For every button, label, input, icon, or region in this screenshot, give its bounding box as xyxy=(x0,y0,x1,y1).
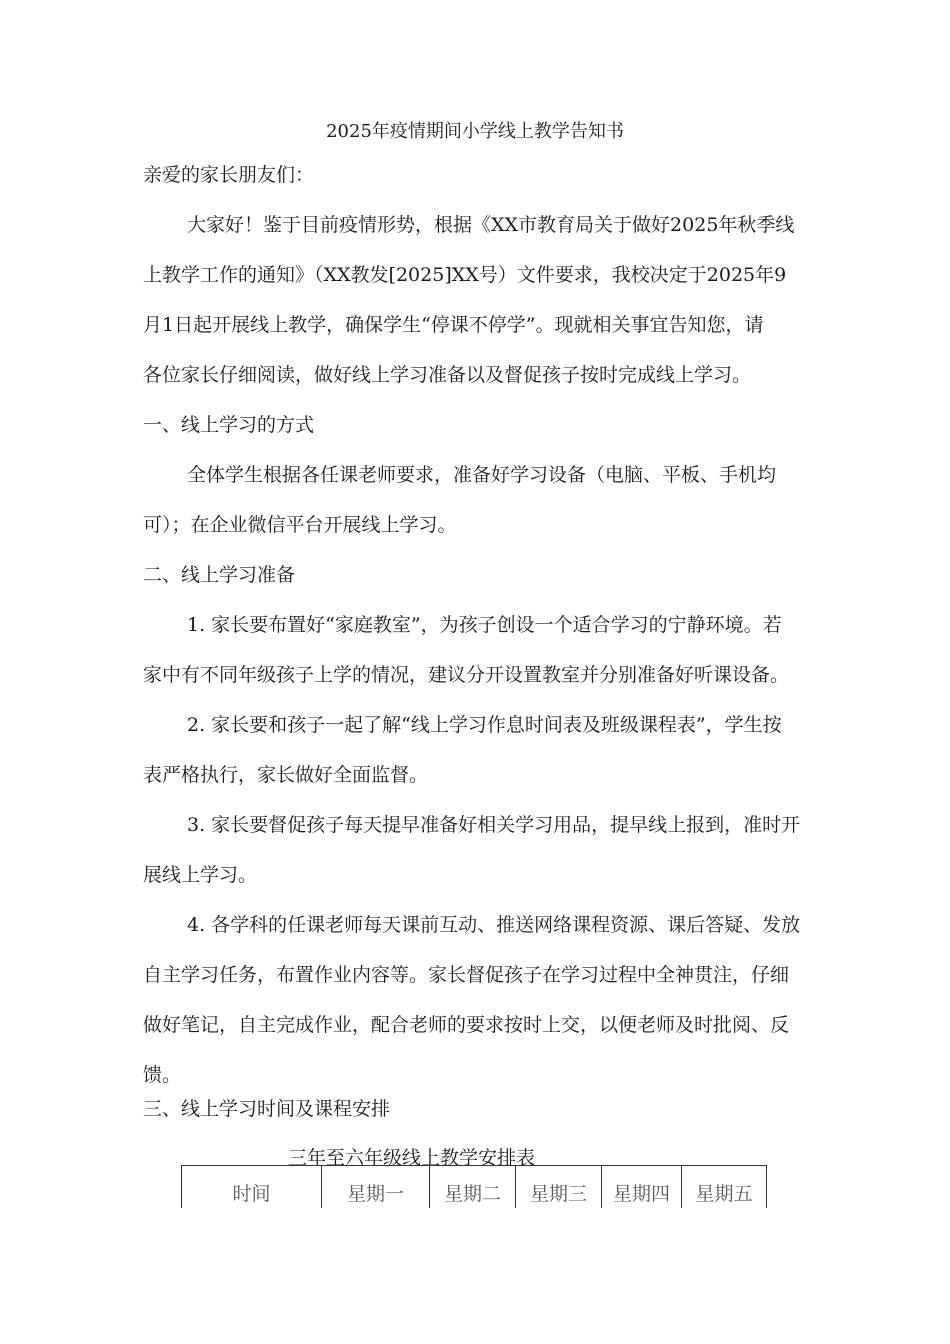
item-2-line-1: 2. 家长要和孩子一起了解“线上学习作息时间表及班级课程表”，学生按 xyxy=(187,714,782,736)
table-header-monday: 星期一 xyxy=(322,1166,430,1209)
item-4-line-4: 馈。 xyxy=(143,1064,182,1086)
intro-line-3: 月1日起开展线上教学，确保学生“停课不停学”。现就相关事宜告知您，请 xyxy=(143,314,764,336)
table-header-thursday: 星期四 xyxy=(602,1166,682,1209)
page-title: 2025年疫情期间小学线上教学告知书 xyxy=(326,121,624,142)
section-1-heading: 一、线上学习的方式 xyxy=(143,414,315,436)
section-1-line-2: 可）；在企业微信平台开展线上学习。 xyxy=(143,514,457,536)
table-header-time: 时间 xyxy=(182,1166,322,1209)
table-header-tuesday: 星期二 xyxy=(430,1166,516,1209)
item-1-line-1: 1. 家长要布置好“家庭教室”，为孩子创设一个适合学习的宁静环境。若 xyxy=(187,614,782,636)
item-3-line-1: 3. 家长要督促孩子每天提早准备好相关学习用品，提早线上报到，准时开 xyxy=(187,814,801,836)
intro-line-2: 上教学工作的通知》（XX教发[2025]XX号）文件要求，我校决定于2025年9 xyxy=(143,264,787,286)
intro-line-4: 各位家长仔细阅读，做好线上学习准备以及督促孩子按时完成线上学习。 xyxy=(143,364,752,386)
item-4-line-3: 做好笔记，自主完成作业，配合老师的要求按时上交，以便老师及时批阅、反 xyxy=(143,1014,790,1036)
table-header-row xyxy=(182,1166,767,1209)
item-1-line-2: 家中有不同年级孩子上学的情况，建议分开设置教室并分别准备好听课设备。 xyxy=(143,664,790,686)
table-header-wednesday: 星期三 xyxy=(516,1166,602,1209)
section-3-heading: 三、线上学习时间及课程安排 xyxy=(143,1098,391,1120)
item-4-line-2: 自主学习任务，布置作业内容等。家长督促孩子在学习过程中全神贯注，仔细 xyxy=(143,964,790,986)
section-1-line-1: 全体学生根据各任课老师要求，准备好学习设备（电脑、平板、手机均 xyxy=(187,464,777,486)
item-3-line-2: 展线上学习。 xyxy=(143,864,258,886)
table-header-friday: 星期五 xyxy=(682,1166,767,1209)
section-2-heading: 二、线上学习准备 xyxy=(143,564,296,586)
intro-line-1: 大家好！鉴于目前疫情形势，根据《XX市教育局关于做好2025年秋季线 xyxy=(187,214,795,236)
item-2-line-2: 表严格执行，家长做好全面监督。 xyxy=(143,764,429,786)
schedule-table xyxy=(181,1165,767,1208)
greeting: 亲爱的家长朋友们： xyxy=(143,164,315,186)
table-caption: 三年至六年级线上教学安排表 xyxy=(288,1147,536,1169)
item-4-line-1: 4. 各学科的任课老师每天课前互动、推送网络课程资源、课后答疑、发放 xyxy=(187,914,801,936)
